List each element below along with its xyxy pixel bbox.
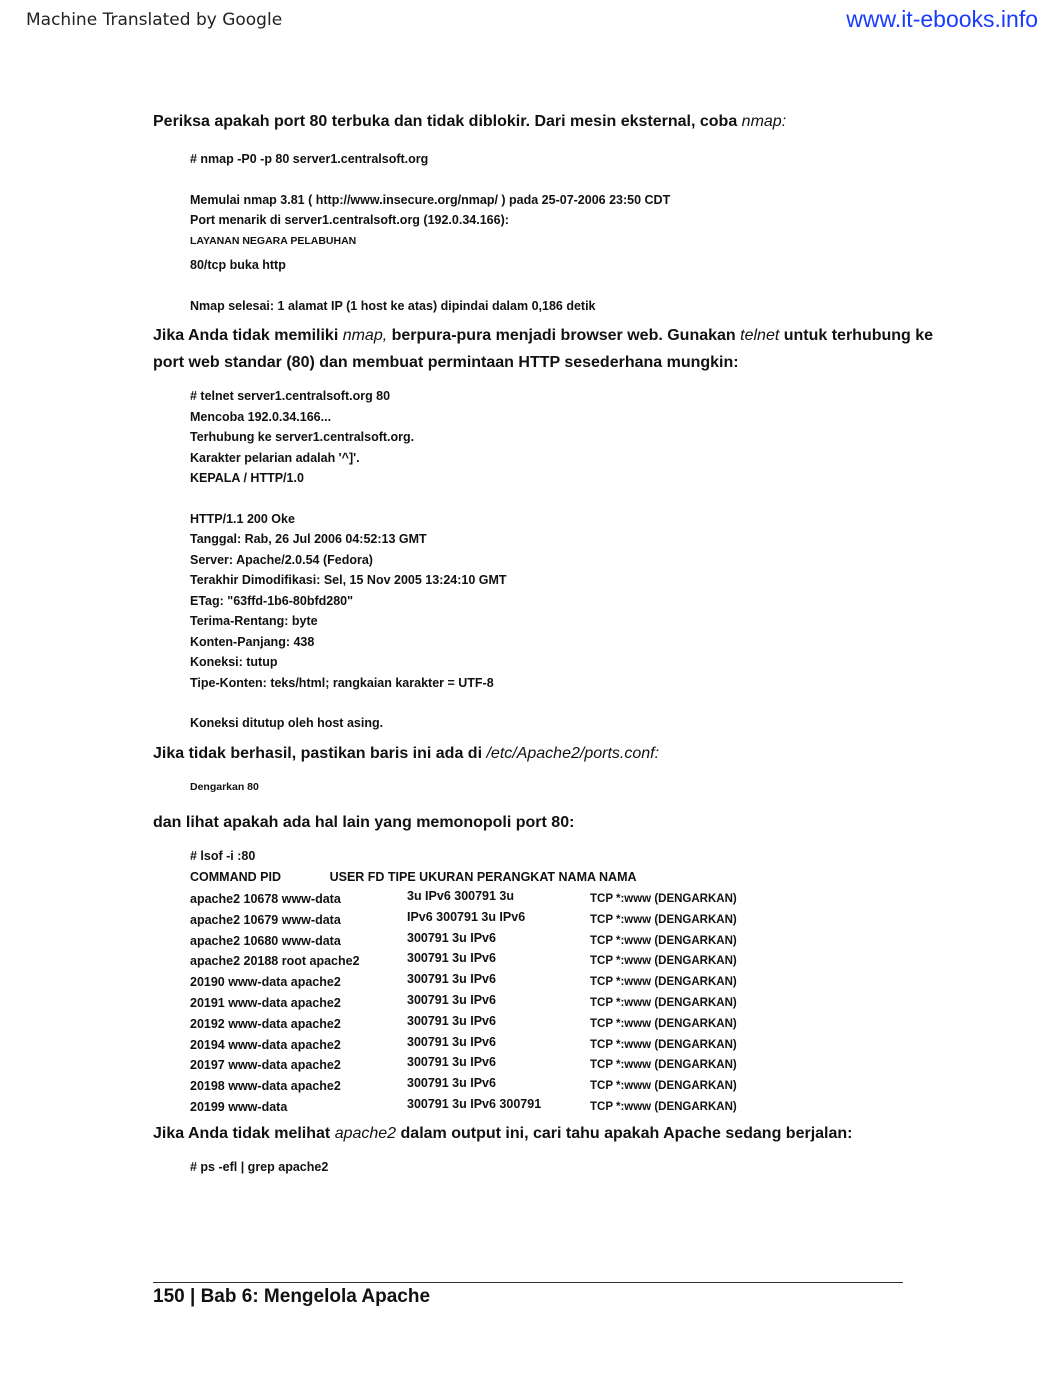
lsof-cell: 20190 www-data apache2 [190, 975, 341, 990]
code-line: 80/tcp buka http [190, 258, 286, 272]
lsof-cell: 20199 www-data [190, 1099, 288, 1114]
paragraph-telnet-intro [153, 322, 953, 376]
code-line: Terima-Rentang: byte [190, 614, 318, 628]
paragraph-text: Jika Anda tidak melihat [153, 1124, 335, 1142]
paragraph-em: nmap: [741, 113, 787, 130]
code-line: HTTP/1.1 200 Oke [190, 511, 295, 526]
lsof-cell: 20194 www-data apache2 [190, 1037, 341, 1052]
lsof-table [190, 889, 953, 1118]
lsof-cell: 300791 3u IPv6 [407, 1034, 496, 1049]
code-line: Nmap selesai: 1 alamat IP (1 host ke atas) dipindai dalam 0,186 detik [190, 298, 596, 313]
lsof-cell: TCP *:www (DENGARKAN) [590, 1080, 737, 1093]
code-line: Memulai nmap 3.81 ( http://www.insecure.org/nmap/ ) pada 25-07-2006 23:50 CDT [190, 192, 671, 207]
code-line: Port menarik di server1.centralsoft.org (192.0.34.166): [190, 213, 509, 227]
code-line: # nmap -P0 -p 80 server1.centralsoft.org [190, 152, 429, 166]
paragraph-em: /etc/Apache2/ports.conf: [486, 744, 660, 762]
lsof-cell: 20197 www-data apache2 [190, 1058, 341, 1073]
code-line: Server: Apache/2.0.54 (Fedora) [190, 552, 373, 567]
lsof-cell: apache2 10679 www-data [190, 912, 341, 927]
code-line: Karakter pelarian adalah '^]'. [190, 450, 360, 465]
footer-rule [153, 1282, 903, 1283]
code-block-telnet [190, 386, 953, 734]
lsof-cell: TCP *:www (DENGARKAN) [590, 955, 737, 968]
code-line: Terakhir Dimodifikasi: Sel, 15 Nov 2005 13:24:10 GMT [190, 573, 507, 587]
page-footer: 150 | Bab 6: Mengelola Apache [153, 1286, 431, 1307]
code-line: Koneksi: tutup [190, 655, 278, 669]
paragraph-text: untuk terhubung ke port web standar (80) dan membuat permintaan HTTP sesederhana mungkin: [153, 327, 934, 371]
paragraph-text: Periksa apakah port 80 terbuka dan tidak diblokir. Dari mesin eksternal, coba [153, 113, 742, 130]
lsof-cell: TCP *:www (DENGARKAN) [590, 996, 737, 1009]
machine-translated-label: Machine Translated by Google [26, 10, 283, 30]
lsof-cell: TCP *:www (DENGARKAN) [590, 1038, 737, 1051]
code-line: Tipe-Konten: teks/html; rangkaian karakter = UTF-8 [190, 675, 494, 690]
code-line: LAYANAN NEGARA PELABUHAN [190, 234, 357, 247]
page-content [153, 108, 953, 1177]
paragraph-text: Jika Anda tidak memiliki [153, 327, 343, 344]
code-block-nmap [190, 149, 953, 316]
paragraph-lsof-intro [153, 809, 953, 836]
code-block-ps [190, 1157, 953, 1178]
lsof-cell: 3u IPv6 300791 3u [407, 889, 515, 903]
lsof-row [190, 1097, 953, 1118]
code-block-lsof [190, 846, 953, 1118]
paragraph-text: dan lihat apakah ada hal lain yang memonopoli port 80: [153, 814, 575, 831]
paragraph-em: nmap, [342, 327, 388, 344]
lsof-cell: 300791 3u IPv6 300791 [407, 1096, 542, 1111]
lsof-cell: apache2 20188 root apache2 [190, 954, 360, 969]
lsof-cell: 300791 3u IPv6 [407, 1076, 496, 1091]
paragraph-em: apache2 [334, 1124, 397, 1142]
lsof-cell: 300791 3u IPv6 [407, 930, 496, 945]
lsof-cell: 300791 3u IPv6 [407, 951, 496, 966]
paragraph-text: berpura-pura menjadi browser web. Gunakan [387, 327, 741, 344]
lsof-cell: TCP *:www (DENGARKAN) [590, 1100, 737, 1113]
paragraph-nmap-intro [153, 108, 953, 135]
code-line: Terhubung ke server1.centralsoft.org. [190, 430, 415, 444]
code-line: ETag: "63ffd-1b6-80bfd280" [190, 593, 354, 608]
code-line: Dengarkan 80 [190, 780, 259, 793]
lsof-cell: TCP *:www (DENGARKAN) [590, 976, 737, 989]
paragraph-em: telnet [740, 327, 780, 344]
code-line: # telnet server1.centralsoft.org 80 [190, 389, 391, 403]
code-line: Tanggal: Rab, 26 Jul 2006 04:52:13 GMT [190, 532, 427, 546]
lsof-cell: 300791 3u IPv6 [407, 1013, 496, 1028]
code-line: # ps -efl | grep apache2 [190, 1159, 329, 1174]
lsof-cell: TCP *:www (DENGARKAN) [590, 934, 737, 947]
code-block-listen [190, 777, 953, 798]
paragraph-ps-intro [153, 1120, 953, 1147]
lsof-cell: 20198 www-data apache2 [190, 1079, 341, 1094]
paragraph-text: dalam output ini, cari tahu apakah Apache sedang berjalan: [396, 1124, 853, 1142]
lsof-cell: apache2 10678 www-data [190, 892, 341, 906]
lsof-cell: TCP *:www (DENGARKAN) [590, 913, 737, 926]
lsof-header: COMMAND PID USER FD TIPE UKURAN PERANGKAT NAMA NAMA [190, 869, 637, 884]
lsof-cell: TCP *:www (DENGARKAN) [590, 1017, 737, 1030]
code-line: Konten-Panjang: 438 [190, 634, 315, 649]
code-line: Koneksi ditutup oleh host asing. [190, 716, 384, 730]
code-line: Mencoba 192.0.34.166... [190, 409, 332, 424]
lsof-cell: 300791 3u IPv6 [407, 1055, 496, 1070]
code-line: # lsof -i :80 [190, 849, 256, 863]
code-line: KEPALA / HTTP/1.0 [190, 471, 304, 485]
lsof-cell: TCP *:www (DENGARKAN) [590, 1059, 737, 1072]
lsof-cell: IPv6 300791 3u IPv6 [407, 909, 526, 924]
lsof-cell: 300791 3u IPv6 [407, 992, 496, 1007]
lsof-cell: 20192 www-data apache2 [190, 1016, 341, 1031]
lsof-cell: 20191 www-data apache2 [190, 995, 341, 1010]
paragraph-ports-conf [153, 740, 953, 767]
paragraph-text: Jika tidak berhasil, pastikan baris ini ada di [153, 744, 487, 762]
lsof-cell: TCP *:www (DENGARKAN) [590, 893, 737, 905]
site-link[interactable]: www.it-ebooks.info [846, 6, 1038, 32]
lsof-cell: 300791 3u IPv6 [407, 972, 496, 987]
lsof-cell: apache2 10680 www-data [190, 933, 341, 948]
